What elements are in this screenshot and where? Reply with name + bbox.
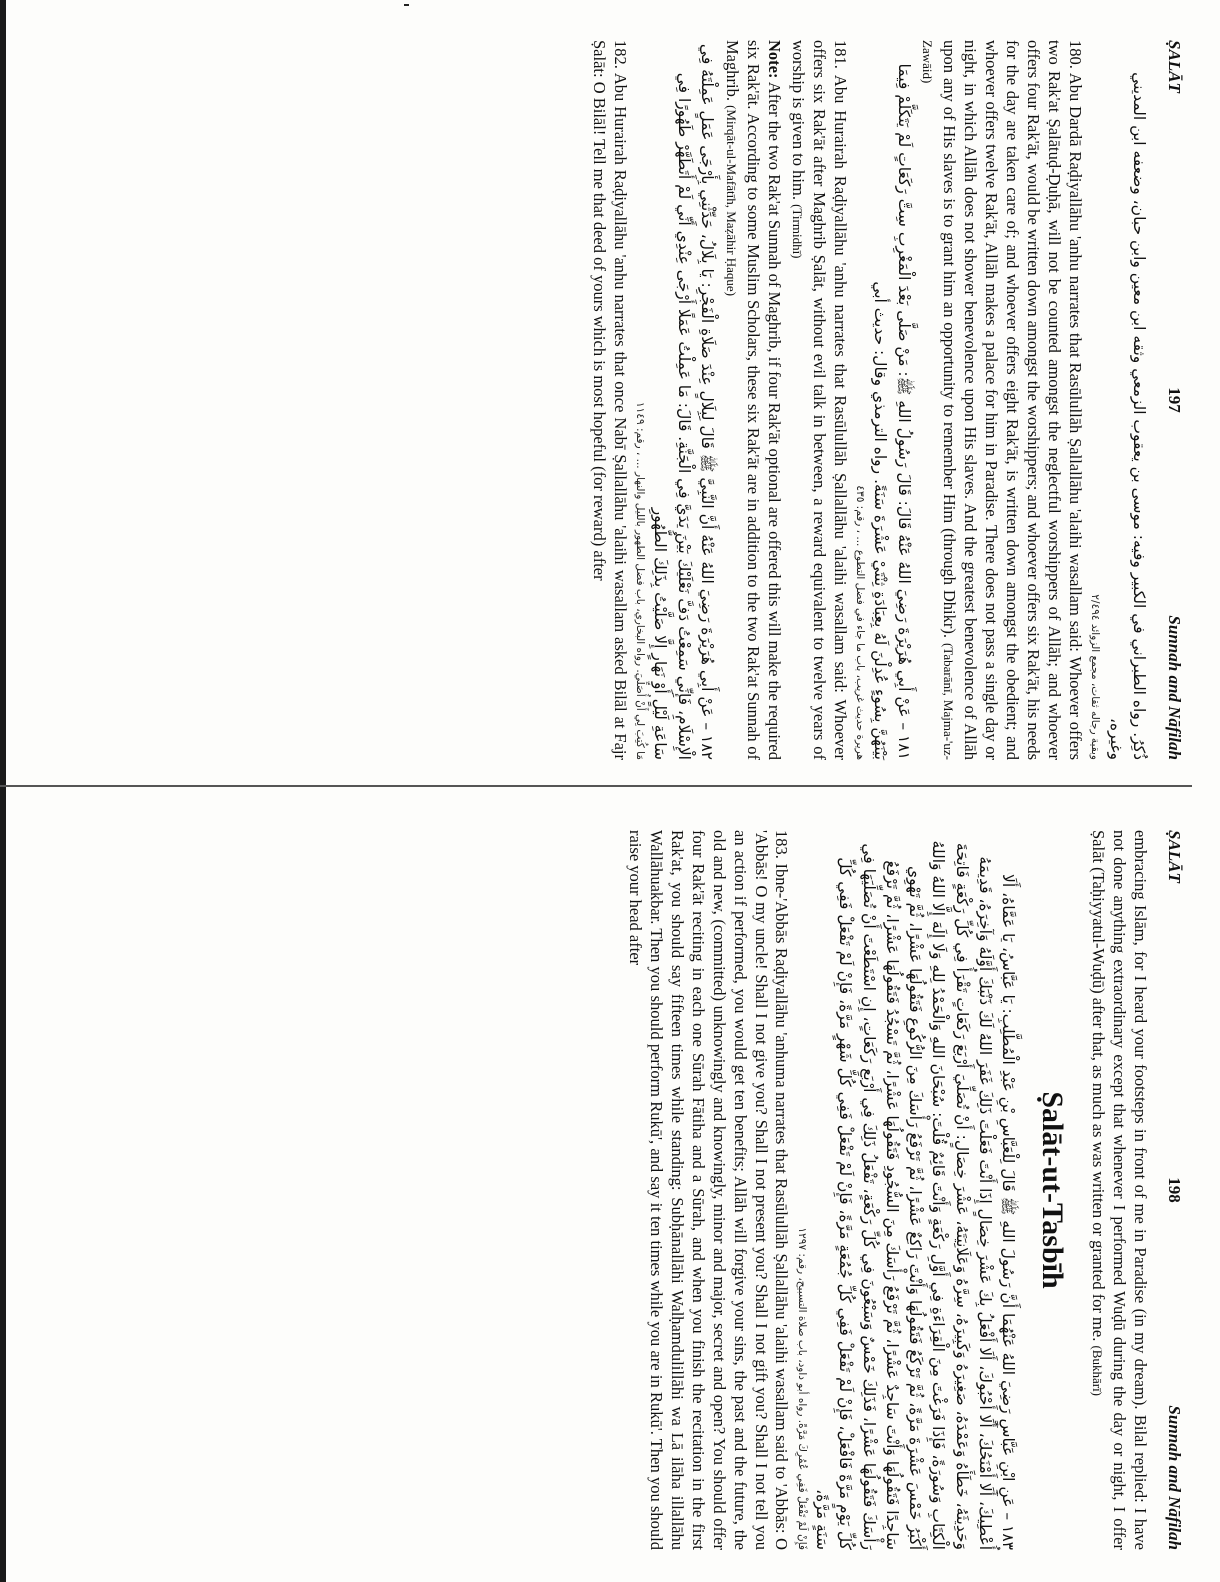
source-citation: (Bukhārī) — [1090, 1345, 1106, 1397]
page-number: 197 — [1165, 387, 1184, 413]
hadith-text: 181. Abu Hurairah Raḍiyallāhu 'anhu narrates that Rasūlullāh Ṣallallāhu 'alaihi wasallam said: Whoever offers six Rak'āt after Maghrib Ṣalāt, without evil talk in between, a reward equivalent to twelve years of worship is given to him. — [788, 40, 850, 760]
hadith-183: 183. Ibne-'Abbās Raḍiyallāhu 'anhuma narrates that Rasūlullāh Ṣallallāhu 'alaihi wasallam said to 'Abbās: O 'Abbās! O my uncle! Shall I not give you? Shall I not present you? Shall I not gift you? Shall I not tell you an action if performed, you would get ten benefits; Allāh will forgive your sins, the past and the future, the old and new, (committed) unknowingly and knowingly, minor and major, secret and open? You should offer four Rak'āt reciting in each one Sūrah Fātiha and a Sūrah, and when you finish the recitation in the first Rak'at, you should say fifteen times while standing: Subḥānallāhi Walḥamdulillāhi wa Lā ilāha illallāhu Wallāhuakbar. Then you should perform Rukū', and say it ten times while you are in Rukū'. Then you should raise your head after — [625, 830, 792, 1550]
hadith-181 — [787, 40, 850, 760]
page-body — [40, 40, 1150, 760]
hadith-182: 182. Abu Hurairah Raḍiyallāhu 'anhu narrates that once Nabī Ṣallallāhu 'alaihi wasallam asked Bilāl at Fajr Ṣalāt: O Bilāl! Tell me that deed of yours which is most hopeful (for reward) after — [589, 40, 630, 760]
section-title: Ṣalāt-ut-Tasbīh — [1036, 1091, 1070, 1289]
hadith-180 — [918, 40, 1086, 760]
source-citation: (Tirmidhī) — [789, 204, 805, 259]
arabic-reference-181: هريرة حديث غريب، باب ما جاء في فضل التطوع ... ، رقم: ٤٣٥ — [854, 485, 867, 760]
running-header — [1160, 40, 1184, 760]
page-number: 198 — [1165, 1177, 1184, 1203]
arabic-181: ١٨١ – عَنْ أَبِي هُرَيْرَةَ رَضِيَ اللهُ عَنْهُ قَالَ: قَالَ رَسُولُ اللهِ ﷺ: مَنْ صَلَّى بَعْدَ الْمَغْرِبِ سِتَّ رَكَعَاتٍ لَمْ يَتَكَلَّمْ فِيمَا بَيْنَهُنَّ بِسُوءٍ عُدِلْنَ لَهُ بِعِبَادَةِ ثِنْتَيْ عَشْرَةَ سَنَةً. رواه الترمذي وقال: حديث أبي — [871, 63, 913, 760]
hadith-text: 180. Abu Dardā Raḍiyallāhu 'anhu narrates that Rasūlullāh Ṣallallāhu 'alaihi wasallam said: Whoever offers two Rak'at Ṣalātuḍ-Ḍuḥā, will not be counted amongst the neglectful worshippers of Allāh; and whoever offers four Rak'āt, would be written down amongst the worshippers; and whoever offers six Rak'āt, his needs for the day are taken care of; and whoever offers eight Rak'āt, is written down amongst the obedient; and whoever offers twelve Rak'āt, Allāh makes a palace for him in Paradise. There does not pass a single day or night, in which Allāh does not shower benevolence upon His slaves. And the greatest benevolence of Allāh upon any of His slaves is to grant him an opportunity to remember Him (through Dhikr). — [940, 40, 1086, 760]
note-source: (Mirqāt-ul-Mafātīh, Maẓāhir Ḥaque) — [723, 105, 739, 297]
page-198 — [0, 790, 1220, 1580]
running-header — [1160, 830, 1184, 1550]
note-label: Note: — [764, 40, 784, 79]
arabic-reference-183: فَإِنْ لَمْ تَفْعَلْ فَفِي عُمُرِكَ مَرَّةً. رواه أبو داود، باب صلاة التسبيح، رقم: ١٢٩٧ — [795, 1227, 808, 1550]
page-body — [40, 830, 1150, 1550]
header-right: Sunnah and Nāfilah — [1165, 1405, 1184, 1550]
hadith-text: embracing Islām, for I heard your footsteps in front of me in Paradise (in my dream). Bilal replied: I have not done anything extraordinary except that whenever I performed Wuḍū during the day or night, I offer Ṣalāt (Taḥiyyatul-Wuḍū) after that, as much as was written or granted for me. — [1089, 830, 1150, 1550]
arabic-reference: وبقية رجاله ثقات، مجمع الزوائد ٢/٤٩٤ — [1089, 594, 1102, 760]
source-citation: (Tabarānī, Majma-'uz-Zawāid) — [920, 40, 957, 760]
header-left: ṢALĀT — [1165, 40, 1184, 93]
page-198-region — [0, 790, 1220, 1580]
header-right: Sunnah and Nāfilah — [1165, 615, 1184, 760]
page-197 — [0, 0, 1220, 790]
header-left: ṢALĀT — [1165, 830, 1184, 883]
hadith-182-continued — [1087, 830, 1150, 1550]
page-197-region — [0, 0, 1220, 790]
note-text: After the two Rak'at Sunnah of Maghrib, if four Rak'āt optional are offered this will make the required six Rak'āt. According to some Muslim Scholars, these six Rak'āt are in addition to the two Rak'at Sunnah of Maghrib. — [722, 40, 784, 760]
arabic-reference-182: مَا كُتِبَ لِي أَنْ أُصَلِّيَ. رواه البخاري، باب فضل الطهور بالليل والنهار ... ، رقم: ١١٤٩ — [634, 402, 647, 760]
arabic-text: ذُكِرُ. رواه الطبراني في الكبير وفيه: موسى بن يعقوب الزمعي وثقه ابن معين وابن حبان، وضعفه ابن المديني وغيره، — [1106, 72, 1148, 760]
arabic-183: ١٨٣ – عَنِ ابْنِ عَبَّاسٍ رَضِيَ اللهُ عَنْهُمَا أَنَّ رَسُولَ اللهِ ﷺ قَالَ لِلْعَبَّاسِ بْنِ عَبْدِ الْمُطَّلِبِ: يَا عَبَّاسُ، يَا عَمَّاهُ، أَلَا أُعْطِيكَ، أَلَا أَمْنَحُكَ، أَلَا أَحْبُوكَ، أَلَا أَفْعَلُ بِكَ عَشْرَ خِصَالٍ إِذَا أَنْتَ فَعَلْتَ ذَلِكَ غَفَرَ اللهُ لَكَ ذَنْبَكَ أَوَّلَهُ وَآخِرَهُ، قَدِيمَهُ وَحَدِيثَهُ، خَطَأَهُ وَعَمْدَهُ، صَغِيرَهُ وَكَبِيرَهُ، سِرَّهُ وَعَلَانِيَتَهُ، عَشْرَ خِصَالٍ: أَنْ تُصَلِّيَ أَرْبَعَ رَكَعَاتٍ تَقْرَأُ فِي كُلِّ رَكْعَةٍ فَاتِحَةَ الْكِتَابِ وَسُورَةً، فَإِذَا فَرَغْتَ مِنَ الْقِرَاءَةِ فِي أَوَّلِ رَكْعَةٍ وَأَنْتَ قَائِمٌ قُلْتَ: سُبْحَانَ اللهِ وَالْحَمْدُ لِلهِ وَلَا إِلَهَ إِلَّا اللهُ وَاللهُ أَكْبَرُ خَمْسَ عَشْرَةَ مَرَّةً، ثُمَّ تَرْكَعُ فَتَقُولُهَا وَأَنْتَ رَاكِعٌ عَشْرًا، ثُمَّ تَرْفَعُ رَأْسَكَ مِنَ الرُّكُوعِ فَتَقُولُهَا عَشْرًا، ثُمَّ تَهْوِي سَاجِدًا فَتَقُولُهَا وَأَنْتَ سَاجِدٌ عَشْرًا، ثُمَّ تَرْفَعُ رَأْسَكَ مِنَ السُّجُودِ فَتَقُولُهَا عَشْرًا، ثُمَّ تَسْجُدُ فَتَقُولُهَا عَشْرًا، ثُمَّ تَرْفَعُ رَأْسَكَ فَتَقُولُهَا عَشْرًا، فَذَلِكَ خَمْسٌ وَسَبْعُونَ فِي كُلِّ رَكْعَةٍ، تَفْعَلُ ذَلِكَ فِي أَرْبَعِ رَكَعَاتٍ، إِنِ اسْتَطَعْتَ أَنْ تُصَلِّيَهَا فِي كُلِّ يَوْمٍ مَرَّةً فَافْعَلْ، فَإِنْ لَمْ تَفْعَلْ فَفِي كُلِّ جُمُعَةٍ مَرَّةً، فَإِنْ لَمْ تَفْعَلْ فَفِي كُلِّ شَهْرٍ مَرَّةً، فَإِنْ لَمْ تَفْعَلْ فَفِي كُلِّ سَنَةٍ مَرَّةً، — [813, 840, 1018, 1550]
note — [721, 40, 784, 760]
arabic-182: ١٨٢ – عَنْ أَبِي هُرَيْرَةَ رَضِيَ اللهُ عَنْهُ أَنَّ النَّبِيَّ ﷺ قَالَ لِبِلَالٍ عِنْدَ صَلَاةِ الْفَجْرِ: يَا بِلَالُ، حَدِّثْنِي بِأَرْجَى عَمَلٍ عَمِلْتَهُ فِي الْإِسْلَامِ، فَإِنِّي سَمِعْتُ دَفَّ نَعْلَيْكَ بَيْنَ يَدَيَّ فِي الْجَنَّةِ. قَالَ: مَا عَمِلْتُ عَمَلًا أَرْجَى عِنْدِي أَنِّي لَمْ أَتَطَهَّرْ طَهُورًا فِي سَاعَةِ لَيْلٍ أَوْ نَهَارٍ إِلَّا صَلَّيْتُ بِذَلِكَ الطُّهُورِ — [651, 43, 716, 760]
